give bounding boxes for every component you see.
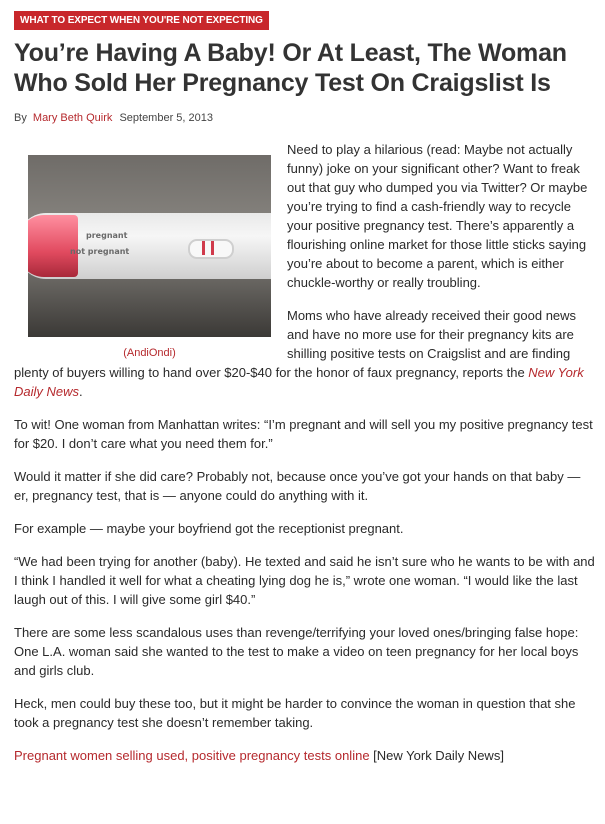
source-link-nydn[interactable]: New York Daily News [14,365,584,399]
paragraph-end: . [79,384,83,399]
author-link[interactable]: Mary Beth Quirk [32,112,113,124]
article-title: You’re Having A Baby! Or At Least, The Woman Who Sold Her Pregnancy Test On Craigslist Is [14,39,567,97]
byline [14,112,596,124]
paragraph: For example — maybe your boyfriend got the receptionist pregnant. [14,521,404,536]
caption-close: ) [172,347,176,359]
test-cap [28,215,78,277]
image-label-pregnant: pregnant [86,231,128,240]
article-body [14,140,596,765]
photo-caption [28,347,271,359]
source-article-link[interactable]: Pregnant women selling used, positive pregnancy tests online [14,748,370,763]
category-tag[interactable]: WHAT TO EXPECT WHEN YOU'RE NOT EXPECTING [14,11,269,30]
paragraph: Heck, men could buy these too, but it might be harder to convince the woman in question that she took a pregnancy test she doesn’t remember taking. [14,696,576,730]
source-line [14,746,596,765]
paragraph: Need to play a hilarious (read: Maybe not actually funny) joke on your significant other? Want to freak out that guy who dumped you via Twitter? Or maybe you’re trying to find a cash-friendly way to recycle your positive pregnancy test. There’s apparently a flourishing online market for those little sticks saying you’re about to become a parent, which is either chuckle-worthy or really troubling. [287,142,588,290]
paragraph-text: Moms who have already received their good news and have no more use for their pregnancy kits are shilling positive tests on Craigslist and are finding plenty of buyers willing to hand over $20-$40 for the honor of faux pregnancy, reports the [14,308,577,380]
article-figure [28,155,271,359]
result-line [211,241,214,255]
caption-credit-link[interactable]: AndiOndi [126,347,173,359]
paragraph: To wit! One woman from Manhattan writes: “I’m pregnant and will sell you my positive pregnancy test for $20. I don’t care what you need them for.” [14,417,593,451]
paragraph: There are some less scandalous uses than revenge/terrifying your loved ones/bringing false hope: One L.A. woman said she wanted to the test to make a video on teen pregnancy for her local boys and girls club. [14,625,579,678]
paragraph: “We had been trying for another (baby). He texted and said he isn’t sure who he wants to be with and I think I handled it well for what a cheating lying dog he is,” wrote one woman. “I would like the last laugh out of this. I will give some girl $40.” [14,554,595,607]
caption-open: ( [123,347,127,359]
result-line [202,241,205,255]
publish-date: September 5, 2013 [119,112,214,124]
pregnancy-test-photo [28,155,271,337]
article [14,10,596,779]
image-label-not-pregnant: not pregnant [70,247,130,256]
byline-prefix: By [14,112,27,124]
paragraph: Would it matter if she did care? Probably not, because once you’ve got your hands on that baby — er, pregnancy test, that is — anyone could do anything with it. [14,469,581,503]
source-name: [New York Daily News] [369,748,504,763]
